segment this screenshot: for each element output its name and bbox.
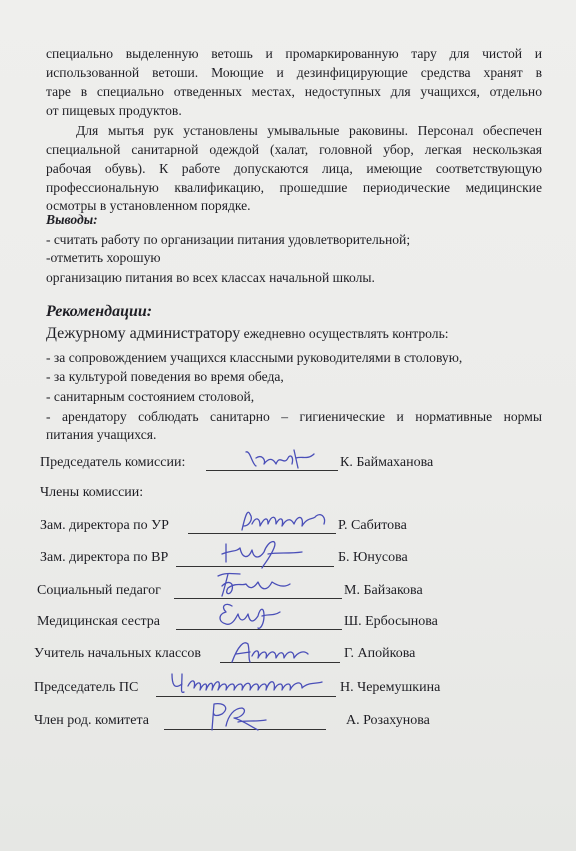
- signature-line-union: [156, 696, 336, 697]
- paragraph2-line3: рабочая обувь). К работе допускаются лица, имеющие соответствующую: [46, 161, 542, 176]
- paragraph2-line5: осмотры в установленном порядке.: [46, 198, 251, 213]
- paragraph2-line1: Для мытья рук установлены умывальные раковины. Персонал обеспечен: [76, 123, 542, 138]
- recommendations-intro-addressee: Дежурному администратору: [46, 325, 241, 342]
- signature-role-vr: Зам. директора по ВР: [40, 550, 169, 565]
- conclusions-heading: Выводы:: [46, 212, 98, 227]
- signature-social: [212, 568, 292, 600]
- signature-role-chairman: Председатель комиссии:: [40, 455, 186, 470]
- signature-role-ur: Зам. директора по УР: [40, 518, 169, 533]
- signature-name-parent: А. Розахунова: [346, 713, 430, 728]
- paragraph1-line2: использованной ветоши. Моющие и дезинфицирующие средства хранят в: [46, 65, 542, 80]
- signature-role-nurse: Медицинская сестра: [37, 614, 161, 629]
- recommendations-heading: Рекомендации:: [46, 303, 153, 320]
- signature-vr: [218, 534, 308, 568]
- signature-name-ur: Р. Сабитова: [338, 518, 407, 533]
- recommendation-item-5: питания учащихся.: [46, 427, 157, 442]
- paragraph2-line2: специальной санитарной одеждой (халат, головной убор, легкая нескользкая: [46, 142, 542, 157]
- recommendations-intro: [46, 324, 449, 343]
- recommendation-item-3: - санитарным состоянием столовой,: [46, 389, 255, 404]
- signature-ur: [238, 506, 330, 534]
- conclusion-item-2: -отметить хорошую: [46, 250, 161, 265]
- paragraph2-line4: профессиональную квалификацию, прошедшие периодические медицинские: [46, 180, 542, 195]
- signature-role-union: Председатель ПС: [34, 680, 139, 695]
- signature-role-teacher: Учитель начальных классов: [34, 646, 201, 661]
- signature-parent: [202, 700, 272, 734]
- recommendation-item-2: - за культурой поведения во время обеда,: [46, 369, 284, 384]
- signature-name-chairman: К. Баймаханова: [340, 455, 434, 470]
- signature-name-social: М. Байзакова: [344, 583, 423, 598]
- signature-teacher: [228, 636, 310, 666]
- signature-name-nurse: Ш. Ербосынова: [344, 614, 438, 629]
- conclusion-item-1: - считать работу по организации питания удовлетворительной;: [46, 232, 411, 247]
- signature-role-social: Социальный педагог: [37, 583, 161, 598]
- signature-name-union: Н. Черемушкина: [340, 680, 441, 695]
- recommendation-item-1: - за сопровождением учащихся классными руководителями в столовую,: [46, 350, 463, 365]
- commission-members-heading: Члены комиссии:: [40, 485, 144, 500]
- signature-name-teacher: Г. Апойкова: [344, 646, 416, 661]
- recommendations-intro-rest: ежедневно осуществлять контроль:: [240, 326, 449, 341]
- signature-name-vr: Б. Юнусова: [338, 550, 408, 565]
- signature-role-parent: Член род. комитета: [34, 713, 150, 728]
- conclusion-item-3: организацию питания во всех классах начальной школы.: [46, 270, 375, 285]
- paragraph1-line3: таре в специально отведенных местах, недоступных для учащихся, отдельно: [46, 84, 542, 99]
- signature-chairman: [240, 446, 320, 472]
- paragraph1-line1: специально выделенную ветошь и промаркированную тару для чистой и: [46, 46, 542, 61]
- signature-union: [162, 668, 338, 696]
- recommendation-item-4: - арендатору соблюдать санитарно – гигиенические и нормативные нормы: [46, 409, 542, 424]
- signature-nurse: [212, 598, 282, 632]
- paragraph1-line4: от пищевых продуктов.: [46, 103, 182, 118]
